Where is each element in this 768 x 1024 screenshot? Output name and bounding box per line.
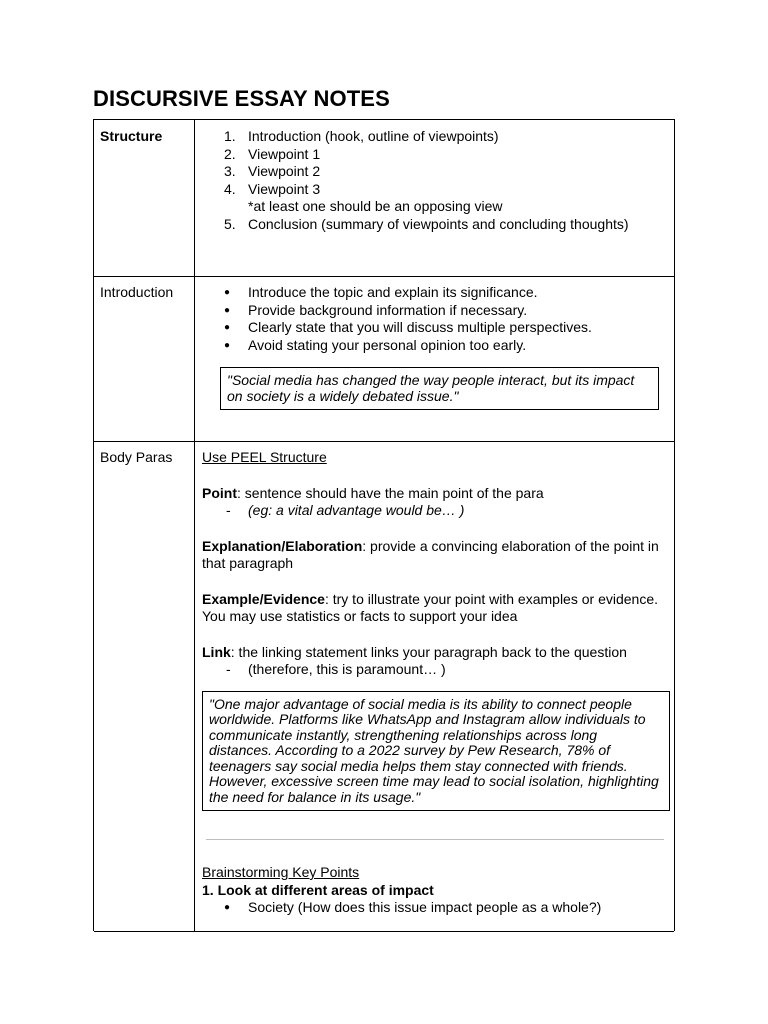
list-item: 1. Introduction (hook, outline of viewpoints): [224, 128, 499, 144]
brainstorm-subheading: 1. Look at different areas of impact: [202, 881, 434, 898]
explanation-paragraph: Explanation/Elaboration: provide a convincing elaboration of the point in that paragraph: [202, 537, 659, 571]
example-paragraph: Example/Evidence: try to illustrate your point with examples or evidence. You may use statistics or facts to support your idea: [202, 590, 658, 624]
point-paragraph: Point: sentence should have the main point of the para: [202, 484, 544, 501]
page-title: DISCURSIVE ESSAY NOTES: [93, 86, 390, 111]
list-item: ● Society (How does this issue impact people as a whole?): [224, 899, 602, 915]
column-divider: [194, 120, 195, 276]
introduction-label: Introduction: [100, 284, 174, 300]
list-item: ● Clearly state that you will discuss multiple perspectives.: [224, 319, 592, 335]
structure-note: *at least one should be an opposing view: [248, 198, 503, 214]
introduction-quote: "Social media has changed the way people interact, but its impact on society is a widely debated issue.": [220, 367, 659, 410]
introduction-content: [202, 284, 668, 410]
brainstorm-heading: Brainstorming Key Points: [202, 864, 360, 880]
bullet-icon: ●: [224, 339, 231, 351]
list-item: 3. Viewpoint 2: [224, 163, 321, 179]
list-item: ● Introduce the topic and explain its significance.: [224, 284, 538, 300]
bullet-icon: ●: [224, 322, 231, 333]
bullet-icon: ●: [224, 304, 231, 316]
notes-table: [93, 119, 675, 931]
body-paras-label: Body Paras: [100, 449, 173, 465]
divider: [206, 839, 664, 840]
body-paras-row: [94, 441, 674, 932]
point-example: - (eg: a vital advantage would be… ): [226, 502, 465, 518]
structure-row: [94, 120, 674, 277]
column-divider: [194, 441, 195, 931]
introduction-row: [94, 276, 674, 442]
list-item: 4. Viewpoint 3: [224, 180, 321, 197]
body-paras-content: [202, 449, 668, 917]
list-item: ● Provide background information if necessary.: [224, 301, 528, 318]
structure-label: Structure: [100, 128, 163, 144]
bullet-icon: ●: [224, 902, 231, 913]
list-item: ● Avoid stating your personal opinion too early.: [224, 336, 527, 353]
list-item: 5. Conclusion (summary of viewpoints and concluding thoughts): [224, 215, 629, 232]
list-item: 2. Viewpoint 1: [224, 145, 321, 162]
peel-heading: Use PEEL Structure: [202, 449, 327, 465]
bullet-icon: ●: [224, 287, 231, 298]
body-quote: "One major advantage of social media is its ability to connect people worldwide. Platforms like WhatsApp and Instagram allow individuals to communicate instantly, strengthening relationships across long distances. According to a 2022 survey by Pew Research, 78% of teenagers say social media helps them stay connected with friends. However, excessive screen time may lead to social isolation, highlighting the need for balance in its usage.": [202, 691, 670, 812]
link-paragraph: Link: the linking statement links your paragraph back to the question: [202, 643, 627, 660]
column-divider: [194, 276, 195, 441]
link-example: - (therefore, this is paramount… ): [226, 661, 446, 677]
structure-list: [202, 128, 668, 233]
